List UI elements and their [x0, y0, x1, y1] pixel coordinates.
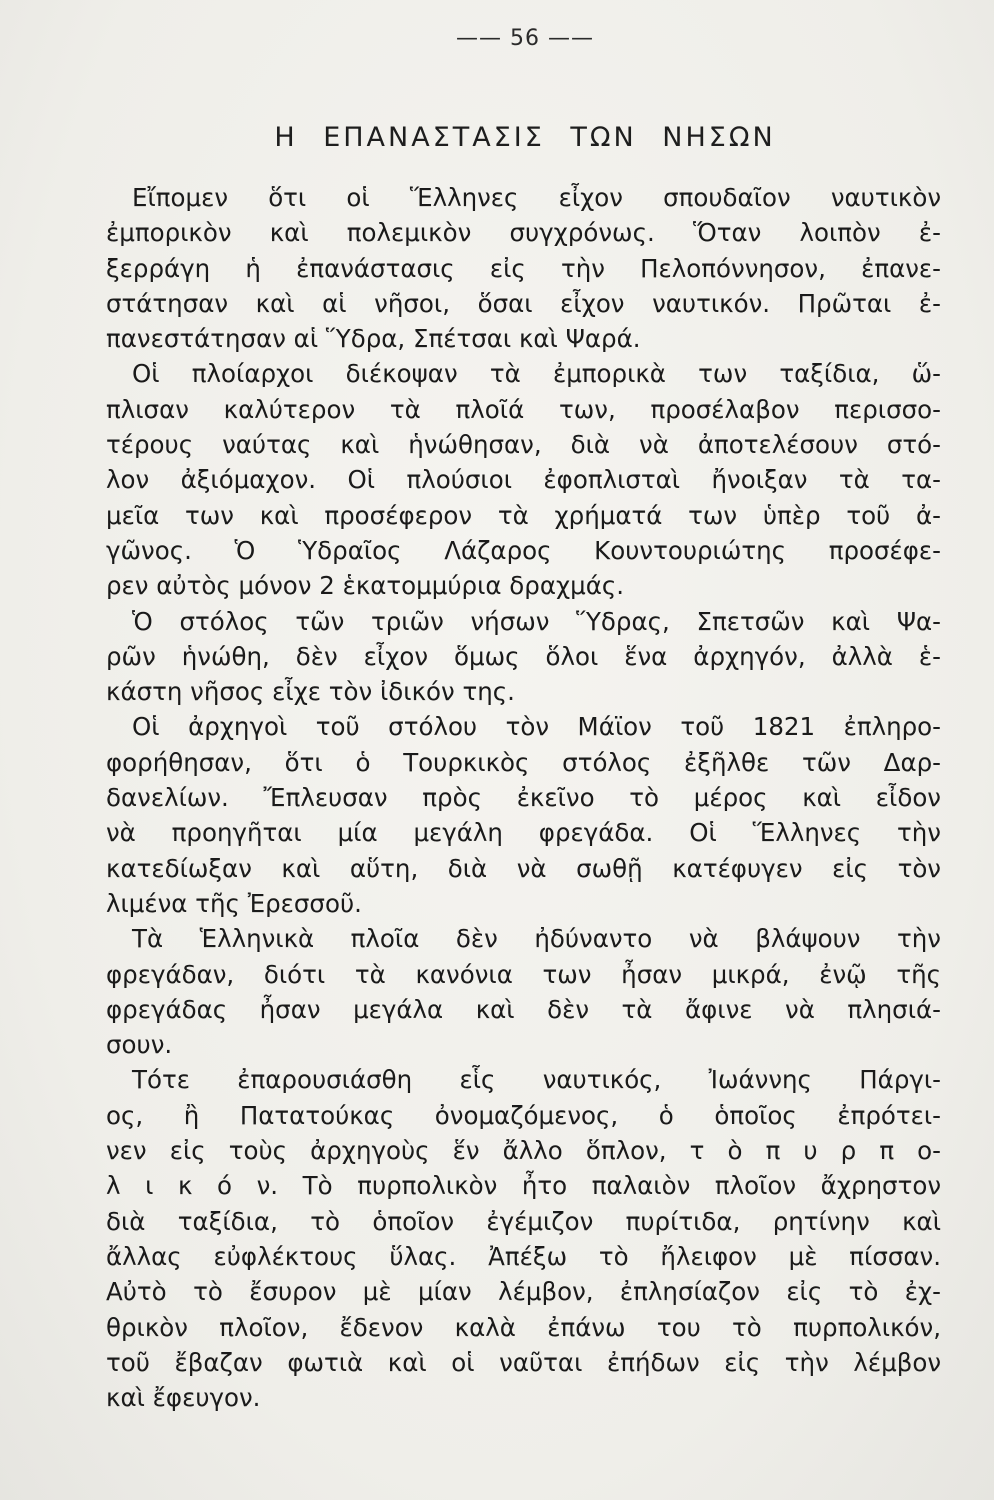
body-text [106, 180, 941, 1415]
text-line: πανεστάτησαν αἱ Ὕδρα, Σπέτσαι καὶ Ψαρά. [106, 324, 641, 354]
text-line: τέρους ναύτας καὶ ἡνώθησαν, διὰ νὰ ἀποτελέσουν στό- [106, 430, 941, 460]
text-line: γῶνος. Ὁ Ὑδραῖος Λάζαρος Κουντουριώτης προσέφε- [106, 535, 941, 565]
text-line: λιμένα τῆς Ἐρεσσοῦ. [106, 888, 362, 918]
text-line: ξερράγη ἡ ἐπανάστασις εἰς τὴν Πελοπόννησον, ἐπανε- [106, 253, 941, 283]
text-line: καὶ ἔφευγον. [106, 1383, 261, 1413]
text-line: Αὐτὸ τὸ ἔσυρον μὲ μίαν λέμβον, ἐπλησίαζον εἰς τὸ ἐχ- [106, 1277, 941, 1307]
text-line: ἐμπορικὸν καὶ πολεμικὸν συγχρόνως. Ὅταν λοιπὸν ἐ- [106, 218, 941, 248]
text-line: νὰ προηγῆται μία μεγάλη φρεγάδα. Οἱ Ἕλληνες τὴν [106, 818, 941, 848]
text-line: τοῦ ἔβαζαν φωτιὰ καὶ οἱ ναῦται ἐπήδων εἰς τὴν λέμβον [106, 1347, 941, 1377]
text-line: ρῶν ἡνώθη, δὲν εἶχον ὅμως ὅλοι ἕνα ἀρχηγόν, ἀλλὰ ἑ- [106, 641, 941, 671]
text-line: φρεγάδαν, διότι τὰ κανόνια των ἦσαν μικρά, ἐνῷ τῆς [106, 959, 941, 989]
chapter-title: Η ΕΠΑΝΑΣΤΑΣΙΣ ΤΩΝ ΝΗΣΩΝ [274, 122, 776, 153]
text-line: στάτησαν καὶ αἱ νῆσοι, ὅσαι εἶχον ναυτικόν. Πρῶται ἐ- [106, 288, 941, 318]
text-line: κάστη νῆσος εἶχε τὸν ἰδικόν της. [106, 677, 515, 707]
text-line: φορήθησαν, ὅτι ὁ Τουρκικὸς στόλος ἐξῆλθε τῶν Δαρ- [106, 747, 941, 777]
text-line: Τότε ἐπαρουσιάσθη εἷς ναυτικός, Ἰωάννης Πάργι- [132, 1065, 941, 1095]
text-line: πλισαν καλύτερον τὰ πλοῖά των, προσέλαβον περισσο- [106, 394, 941, 424]
text-line: ος, ἢ Πατατούκας ὀνομαζόμενος, ὁ ὁποῖος ἐπρότει- [106, 1100, 941, 1130]
text-line: θρικὸν πλοῖον, ἔδενον καλὰ ἐπάνω του τὸ πυρπολικόν, [106, 1312, 941, 1342]
text-line: κατεδίωξαν καὶ αὕτη, διὰ νὰ σωθῇ κατέφυγεν εἰς τὸν [106, 853, 941, 883]
text-line: Οἱ ἀρχηγοὶ τοῦ στόλου τὸν Μάϊον τοῦ 1821 ἐπληρο- [132, 712, 941, 742]
text-line: λον ἀξιόμαχον. Οἱ πλούσιοι ἐφοπλισταὶ ἤνοιξαν τὰ τα- [106, 465, 941, 495]
text-line: λ ι κ ό ν. Τὸ πυρπολικὸν ἦτο παλαιὸν πλοῖον ἄχρηστον [106, 1171, 941, 1201]
text-line: Οἱ πλοίαρχοι διέκοψαν τὰ ἐμπορικὰ των ταξίδια, ὥ- [132, 359, 941, 389]
text-line: Ὁ στόλος τῶν τριῶν νήσων Ὕδρας, Σπετσῶν καὶ Ψα- [132, 606, 941, 636]
text-line: Τὰ Ἑλληνικὰ πλοῖα δὲν ἠδύναντο νὰ βλάψουν τὴν [132, 924, 941, 954]
text-line: διὰ ταξίδια, τὸ ὁποῖον ἐγέμιζον πυρίτιδα, ρητίνην καὶ [106, 1206, 941, 1236]
text-line: δανελίων. Ἔπλευσαν πρὸς ἐκεῖνο τὸ μέρος καὶ εἶδον [106, 783, 941, 813]
text-line: Εἴπομεν ὅτι οἱ Ἕλληνες εἶχον σπουδαῖον ναυτικὸν [132, 183, 941, 212]
text-line: φρεγάδας ἦσαν μεγάλα καὶ δὲν τὰ ἄφινε νὰ πλησιά- [106, 994, 941, 1024]
text-line: ρεν αὐτὸς μόνον 2 ἑκατομμύρια δραχμάς. [106, 571, 625, 601]
text-line: σουν. [106, 1030, 173, 1060]
text-line: μεῖα των καὶ προσέφερον τὰ χρήματά των ὑπὲρ τοῦ ἀ- [106, 500, 941, 530]
text-line: νεν εἰς τοὺς ἀρχηγοὺς ἕν ἄλλο ὅπλον, τ ὸ π υ ρ π ο- [106, 1136, 941, 1166]
page-number: —— 56 —— [456, 26, 594, 51]
text-line: ἄλλας εὐφλέκτους ὕλας. Ἀπέξω τὸ ἤλειφον μὲ πίσσαν. [106, 1241, 941, 1271]
